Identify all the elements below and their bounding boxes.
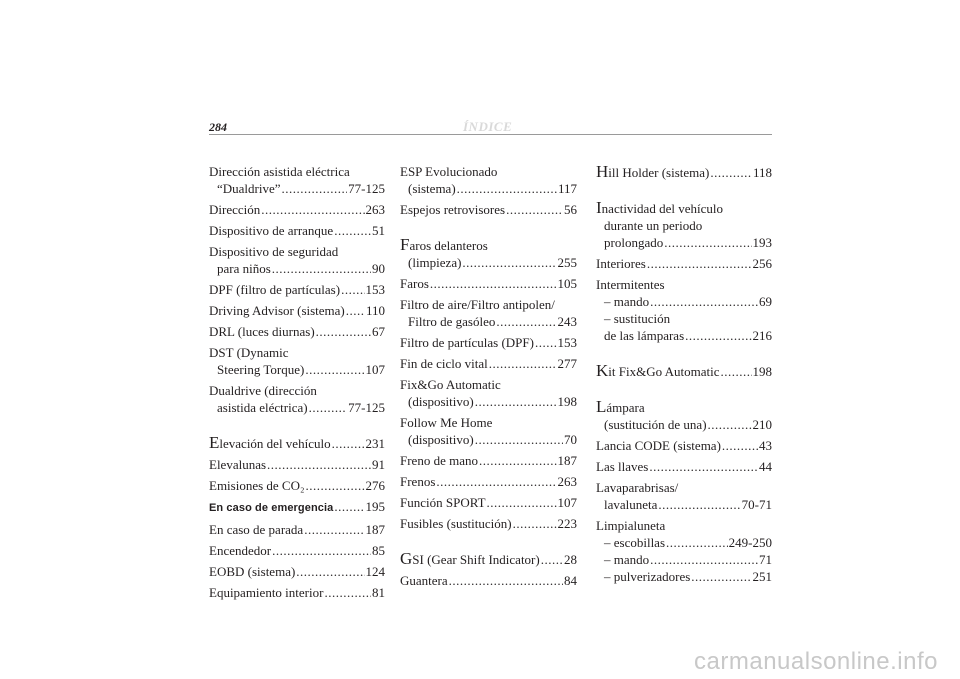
index-line xyxy=(400,313,577,330)
index-entry xyxy=(209,201,385,218)
initial-letter: E xyxy=(209,433,220,452)
index-term: Frenos xyxy=(400,474,436,489)
initial-letter: I xyxy=(596,198,602,217)
index-entry xyxy=(596,398,772,433)
index-term: para niños xyxy=(217,261,271,276)
page-reference: 223 xyxy=(557,516,577,531)
index-line xyxy=(209,163,385,180)
index-term: Inactividad del vehículo xyxy=(596,198,723,217)
index-term: (limpieza) xyxy=(408,255,462,270)
page-reference: 118 xyxy=(752,165,772,180)
index-term: GSI (Gear Shift Indicator) xyxy=(400,549,540,568)
index-line xyxy=(400,180,577,197)
index-term: asistida eléctrica) xyxy=(217,400,308,415)
index-line xyxy=(209,222,385,239)
index-term: (dispositivo) xyxy=(408,394,474,409)
watermark xyxy=(0,648,960,679)
index-line xyxy=(400,393,577,410)
index-term: prolongado xyxy=(604,235,664,250)
dot-leader xyxy=(334,222,371,239)
index-line xyxy=(596,234,772,251)
index-entry xyxy=(400,201,577,218)
page-reference: 85 xyxy=(372,543,385,558)
index-term: – mando xyxy=(604,552,650,567)
dot-leader xyxy=(296,563,364,580)
dot-leader xyxy=(685,327,751,344)
index-entry xyxy=(209,477,385,494)
index-entry xyxy=(209,434,385,452)
dot-leader xyxy=(430,275,557,292)
page-reference: 216 xyxy=(752,328,772,343)
dot-leader xyxy=(346,302,365,319)
dot-leader xyxy=(475,393,557,410)
index-term: Fix&Go Automatic xyxy=(400,377,501,392)
dot-leader xyxy=(658,496,740,513)
index-term: En caso de emergencia xyxy=(209,502,334,514)
page-reference: 249-250 xyxy=(728,535,772,550)
page-reference: 153 xyxy=(365,282,385,297)
index-line xyxy=(209,382,385,399)
index-line xyxy=(209,498,385,517)
index-line xyxy=(596,199,772,217)
dot-leader xyxy=(479,452,557,469)
index-term: Función SPORT xyxy=(400,495,486,510)
index-term: Lámpara xyxy=(596,397,645,416)
page-reference: 256 xyxy=(752,256,772,271)
index-entry xyxy=(400,334,577,351)
index-line xyxy=(400,275,577,292)
initial-letter: G xyxy=(400,549,413,568)
page-reference: 187 xyxy=(557,453,577,468)
index-term: Dispositivo de arranque xyxy=(209,223,334,238)
index-term: Filtro de partículas (DPF) xyxy=(400,335,534,350)
index-entry xyxy=(209,456,385,473)
index-line xyxy=(596,496,772,513)
index-entry xyxy=(209,281,385,298)
index-term: DPF (filtro de partículas) xyxy=(209,282,341,297)
index-term: Encendedor xyxy=(209,543,272,558)
index-term: Faros xyxy=(400,276,429,291)
index-line xyxy=(209,323,385,340)
index-line xyxy=(596,568,772,585)
index-line xyxy=(596,551,772,568)
index-line xyxy=(400,296,577,313)
page-reference: 44 xyxy=(759,459,772,474)
dot-leader xyxy=(324,584,371,601)
page-reference: 110 xyxy=(365,303,385,318)
page-number: 284 xyxy=(209,120,227,134)
page-reference: 195 xyxy=(365,499,385,514)
dot-leader xyxy=(721,363,752,380)
initial-letter: H xyxy=(596,162,609,181)
index-term: – mando xyxy=(604,294,650,309)
watermark-text: carmanualsonline.info xyxy=(694,648,938,675)
index-line xyxy=(209,344,385,361)
page-reference: 105 xyxy=(557,276,577,291)
index-line xyxy=(596,163,772,181)
dot-leader xyxy=(316,323,371,340)
index-line xyxy=(596,479,772,496)
index-term: Kit Fix&Go Automatic xyxy=(596,361,720,380)
index-entry xyxy=(596,255,772,272)
index-entry xyxy=(209,563,385,580)
dot-leader xyxy=(306,477,365,494)
index-line xyxy=(400,431,577,448)
index-line xyxy=(596,327,772,344)
page-reference: 77-125 xyxy=(348,400,385,415)
dot-leader xyxy=(650,551,758,568)
index-column-1 xyxy=(209,163,385,605)
index-line xyxy=(209,180,385,197)
index-entry xyxy=(400,163,577,197)
index-line xyxy=(209,243,385,260)
page-reference: 107 xyxy=(557,495,577,510)
index-line xyxy=(209,302,385,319)
page-reference: 124 xyxy=(365,564,385,579)
index-entry xyxy=(400,376,577,410)
index-line xyxy=(596,534,772,551)
page-reference: 51 xyxy=(372,223,385,238)
dot-leader xyxy=(487,494,557,511)
index-entry xyxy=(400,414,577,448)
index-term: “Dualdrive” xyxy=(217,181,281,196)
index-entry xyxy=(209,302,385,319)
index-line xyxy=(596,276,772,293)
index-entry xyxy=(596,199,772,251)
index-line xyxy=(209,456,385,473)
page-reference: 187 xyxy=(365,522,385,537)
dot-leader xyxy=(334,498,364,515)
index-line xyxy=(596,398,772,416)
index-entry xyxy=(400,296,577,330)
index-term: (dispositivo) xyxy=(408,432,474,447)
index-entry xyxy=(400,572,577,589)
index-entry xyxy=(400,236,577,271)
index-entry xyxy=(209,542,385,559)
page-reference: 28 xyxy=(564,552,577,567)
index-term: – escobillas xyxy=(604,535,666,550)
page-reference: 70-71 xyxy=(741,497,772,512)
dot-leader xyxy=(489,355,557,372)
index-term: ESP Evolucionado xyxy=(400,164,498,179)
dot-leader xyxy=(649,458,758,475)
index-line xyxy=(209,281,385,298)
page-header xyxy=(209,118,772,140)
index-entry xyxy=(400,473,577,490)
page-reference: 67 xyxy=(372,324,385,339)
dot-leader xyxy=(282,180,348,197)
index-term: Espejos retrovisores xyxy=(400,202,506,217)
index-term: En caso de parada xyxy=(209,522,304,537)
index-line xyxy=(400,376,577,393)
index-entry xyxy=(209,584,385,601)
dot-leader xyxy=(513,515,557,532)
index-entry xyxy=(596,437,772,454)
index-term: Follow Me Home xyxy=(400,415,493,430)
index-line xyxy=(209,521,385,538)
index-term: Lancia CODE (sistema) xyxy=(596,438,721,453)
dot-leader xyxy=(666,534,728,551)
index-line xyxy=(400,236,577,254)
index-line xyxy=(400,473,577,490)
index-entry xyxy=(400,355,577,372)
dot-leader xyxy=(462,254,556,271)
dot-leader xyxy=(304,521,364,538)
dot-leader xyxy=(272,260,371,277)
index-line xyxy=(400,494,577,511)
index-entry xyxy=(209,344,385,378)
initial-letter: L xyxy=(596,397,607,416)
index-term: Limpialuneta xyxy=(596,518,666,533)
index-line xyxy=(400,254,577,271)
index-term: Interiores xyxy=(596,256,646,271)
initial-letter: F xyxy=(400,235,410,254)
dot-leader xyxy=(436,473,556,490)
index-line xyxy=(209,399,385,416)
index-entry xyxy=(596,517,772,585)
page-reference: 91 xyxy=(372,457,385,472)
section-title: ÍNDICE xyxy=(463,119,513,134)
index-line xyxy=(400,355,577,372)
index-line xyxy=(400,334,577,351)
dot-leader xyxy=(691,568,751,585)
page-reference: 263 xyxy=(365,202,385,217)
dot-leader xyxy=(506,201,563,218)
page-reference: 243 xyxy=(557,314,577,329)
index-term: Fusibles (sustitución) xyxy=(400,516,512,531)
index-entry xyxy=(209,243,385,277)
index-term: Fin de ciclo vital xyxy=(400,356,488,371)
index-term: DRL (luces diurnas) xyxy=(209,324,315,339)
index-term: DST (Dynamic xyxy=(209,345,289,360)
dot-leader xyxy=(272,542,371,559)
page-reference: 56 xyxy=(564,202,577,217)
index-term: durante un periodo xyxy=(604,218,703,233)
index-line xyxy=(400,550,577,568)
page-reference: 277 xyxy=(557,356,577,371)
index-term: – sustitución xyxy=(604,311,671,326)
index-term: (sistema) xyxy=(408,181,456,196)
page-reference: 43 xyxy=(759,438,772,453)
index-term: Intermitentes xyxy=(596,277,665,292)
page-reference: 198 xyxy=(557,394,577,409)
index-entry xyxy=(596,163,772,181)
index-term: Elevación del vehículo xyxy=(209,433,331,452)
index-line xyxy=(596,517,772,534)
index-line xyxy=(400,572,577,589)
index-term: Filtro de aire/Filtro antipolen/ xyxy=(400,297,555,312)
index-term: Lavaparabrisas/ xyxy=(596,480,679,495)
index-term: Steering Torque) xyxy=(217,362,305,377)
index-entry xyxy=(596,362,772,380)
index-line xyxy=(596,437,772,454)
index-entry xyxy=(400,275,577,292)
dot-leader xyxy=(647,255,752,272)
index-line xyxy=(400,414,577,431)
index-entry xyxy=(400,452,577,469)
index-entry xyxy=(209,521,385,538)
index-line xyxy=(209,563,385,580)
index-line xyxy=(209,434,385,452)
page-reference: 198 xyxy=(752,364,772,379)
index-line xyxy=(209,584,385,601)
page-reference: 153 xyxy=(557,335,577,350)
index-line xyxy=(209,201,385,218)
index-term: Faros delanteros xyxy=(400,235,488,254)
index-term: Dispositivo de seguridad xyxy=(209,244,339,259)
dot-leader xyxy=(305,361,364,378)
page-reference: 255 xyxy=(557,255,577,270)
page-reference: 107 xyxy=(365,362,385,377)
index-line xyxy=(596,458,772,475)
index-line xyxy=(400,201,577,218)
page-reference: 69 xyxy=(759,294,772,309)
index-line xyxy=(596,293,772,310)
dot-leader xyxy=(475,431,563,448)
dot-leader xyxy=(708,416,752,433)
page-reference: 81 xyxy=(372,585,385,600)
index-term: – pulverizadores xyxy=(604,569,691,584)
index-term: Las llaves xyxy=(596,459,649,474)
index-column-2 xyxy=(400,163,577,593)
index-entry xyxy=(400,515,577,532)
index-term: Elevalunas xyxy=(209,457,267,472)
dot-leader xyxy=(267,456,371,473)
index-term: EOBD (sistema) xyxy=(209,564,296,579)
dot-leader xyxy=(496,313,556,330)
index-entry xyxy=(209,323,385,340)
index-term: Filtro de gasóleo xyxy=(408,314,496,329)
page-reference: 71 xyxy=(759,552,772,567)
dot-leader xyxy=(341,281,364,298)
index-term: Dirección asistida eléctrica xyxy=(209,164,350,179)
index-line xyxy=(400,452,577,469)
index-term: Dirección xyxy=(209,202,261,217)
index-line xyxy=(209,542,385,559)
page-reference: 70 xyxy=(564,432,577,447)
page-reference: 276 xyxy=(365,478,385,493)
dot-leader xyxy=(449,572,563,589)
index-term: Freno de mano xyxy=(400,453,478,468)
dot-leader xyxy=(309,399,348,416)
page-reference: 263 xyxy=(557,474,577,489)
page-reference: 251 xyxy=(752,569,772,584)
index-line xyxy=(209,361,385,378)
index-line xyxy=(209,260,385,277)
page-reference: 117 xyxy=(557,181,577,196)
dot-leader xyxy=(541,551,563,568)
index-term: Emisiones de CO₂ xyxy=(209,478,305,493)
page-reference: 210 xyxy=(752,417,772,432)
index-entry xyxy=(596,458,772,475)
index-entry xyxy=(209,498,385,517)
index-term: de las lámparas xyxy=(604,328,685,343)
header-rule xyxy=(209,134,772,135)
index-entry xyxy=(400,550,577,568)
index-term: Driving Advisor (sistema) xyxy=(209,303,345,318)
index-term: (sustitución de una) xyxy=(604,417,707,432)
index-term: lavaluneta xyxy=(604,497,658,512)
page-reference: 84 xyxy=(564,573,577,588)
index-entry xyxy=(596,479,772,513)
index-column-3 xyxy=(596,163,772,589)
index-entry xyxy=(209,382,385,416)
dot-leader xyxy=(261,201,364,218)
index-entry xyxy=(209,222,385,239)
dot-leader xyxy=(710,164,752,181)
page-reference: 231 xyxy=(365,436,385,451)
page-reference: 77-125 xyxy=(348,181,385,196)
index-line xyxy=(596,362,772,380)
dot-leader xyxy=(650,293,758,310)
index-line xyxy=(400,515,577,532)
dot-leader xyxy=(722,437,758,454)
index-line xyxy=(596,310,772,327)
index-line xyxy=(596,255,772,272)
dot-leader xyxy=(664,234,751,251)
index-line xyxy=(596,217,772,234)
initial-letter: K xyxy=(596,361,609,380)
index-term: Equipamiento interior xyxy=(209,585,324,600)
dot-leader xyxy=(332,435,365,452)
page-reference: 193 xyxy=(752,235,772,250)
index-line xyxy=(596,416,772,433)
index-term: Hill Holder (sistema) xyxy=(596,162,710,181)
index-entry xyxy=(596,276,772,344)
dot-leader xyxy=(457,180,557,197)
dot-leader xyxy=(535,334,557,351)
index-entry xyxy=(209,163,385,197)
page-reference: 90 xyxy=(372,261,385,276)
index-line xyxy=(209,477,385,494)
index-term: Dualdrive (dirección xyxy=(209,383,317,398)
index-entry xyxy=(400,494,577,511)
index-term: Guantera xyxy=(400,573,448,588)
index-line xyxy=(400,163,577,180)
